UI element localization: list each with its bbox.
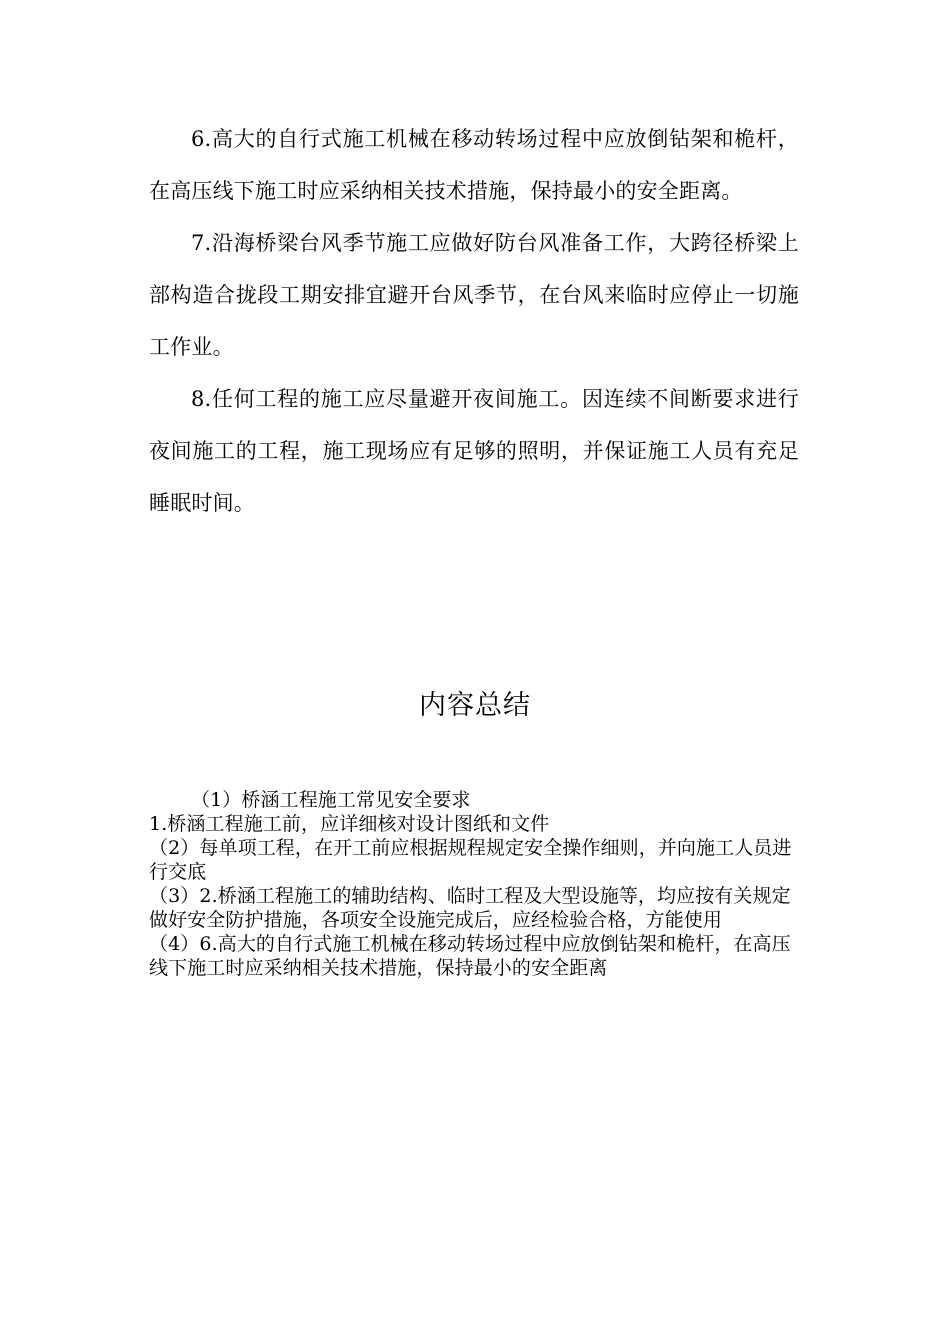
body-text (149, 113, 799, 529)
summary-line: （4）6.高大的自行式施工机械在移动转场过程中应放倒钻架和桅杆，在高压线下施工时应采纳相关技术措施，保持最小的安全距离 (149, 933, 791, 979)
summary-line: （2）每单项工程，在开工前应根据规程规定安全操作细则，并向施工人员进行交底 (149, 837, 792, 883)
summary-title: 内容总结 (419, 690, 531, 721)
paragraph-6: 6.高大的自行式施工机械在移动转场过程中应放倒钻架和桅杆，在高压线下施工时应采纳相关技术措施，保持最小的安全距离。 (149, 127, 799, 203)
paragraph-8: 8.任何工程的施工应尽量避开夜间施工。因连续不间断要求进行夜间施工的工程，施工现场应有足够的照明，并保证施工人员有充足睡眠时间。 (149, 387, 799, 515)
summary-line: （1）桥涵工程施工常见安全要求 (191, 789, 471, 811)
paragraph-7: 7.沿海桥梁台风季节施工应做好防台风准备工作，大跨径桥梁上部构造合拢段工期安排宜避开台风季节，在台风来临时应停止一切施工作业。 (149, 231, 799, 359)
summary-line: （3）2.桥涵工程施工的辅助结构、临时工程及大型设施等，均应按有关规定做好安全防护措施，各项安全设施完成后，应经检验合格，方能使用 (149, 885, 791, 931)
summary-list (149, 788, 801, 980)
summary-line: 1.桥涵工程施工前，应详细核对设计图纸和文件 (149, 813, 550, 835)
